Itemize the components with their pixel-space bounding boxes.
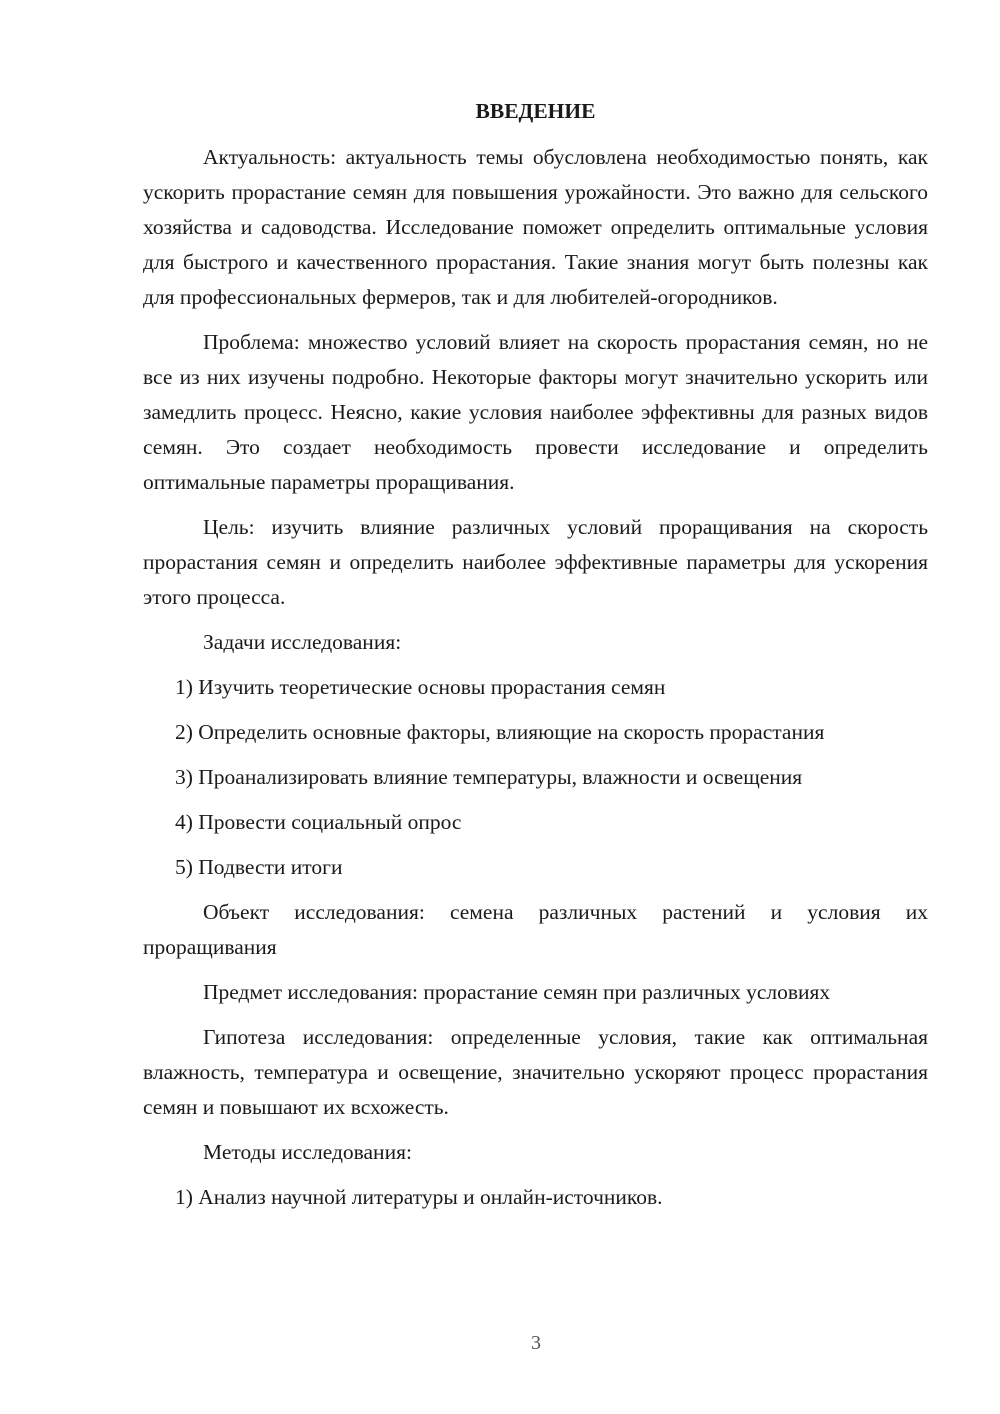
hypothesis-paragraph: Гипотеза исследования: определенные условия, такие как оптимальная влажность, температура и освещение, значительно ускоряют процесс прорастания семян и повышают их всхожесть. xyxy=(143,1025,928,1119)
object-paragraph: Объект исследования: семена различных растений и условия их проращивания xyxy=(143,900,928,959)
tasks-heading: Задачи исследования: xyxy=(203,630,402,654)
relevance-paragraph: Актуальность: актуальность темы обусловлена необходимостью понять, как ускорить прорастание семян для повышения урожайности. Это важно для сельского хозяйства и садоводства. Исследование поможет определить оптимальные условия для быстрого и качественного прорастания. Такие знания могут быть полезны как для профессиональных фермеров, так и для любителей-огородников. xyxy=(143,145,928,309)
task-item: 5) Подвести итоги xyxy=(175,855,343,879)
section-title: ВВЕДЕНИЕ xyxy=(475,99,596,123)
goal-paragraph: Цель: изучить влияние различных условий проращивания на скорость прорастания семян и определить наиболее эффективные параметры для ускорения этого процесса. xyxy=(143,515,928,609)
subject-paragraph: Предмет исследования: прорастание семян при различных условиях xyxy=(203,980,831,1004)
page-body xyxy=(143,96,928,1225)
task-item: 4) Провести социальный опрос xyxy=(175,810,462,834)
task-item: 1) Изучить теоретические основы прорастания семян xyxy=(175,675,666,699)
method-item: 1) Анализ научной литературы и онлайн-источников. xyxy=(175,1185,663,1209)
methods-heading: Методы исследования: xyxy=(203,1140,412,1164)
problem-paragraph: Проблема: множество условий влияет на скорость прорастания семян, но не все из них изучены подробно. Некоторые факторы могут значительно ускорить или замедлить процесс. Неясно, какие условия наиболее эффективны для разных видов семян. Это создает необходимость провести исследование и определить оптимальные параметры проращивания. xyxy=(143,330,928,494)
page-number: 3 xyxy=(531,1332,541,1354)
task-item: 2) Определить основные факторы, влияющие на скорость прорастания xyxy=(175,720,825,744)
task-item: 3) Проанализировать влияние температуры, влажности и освещения xyxy=(175,765,803,789)
